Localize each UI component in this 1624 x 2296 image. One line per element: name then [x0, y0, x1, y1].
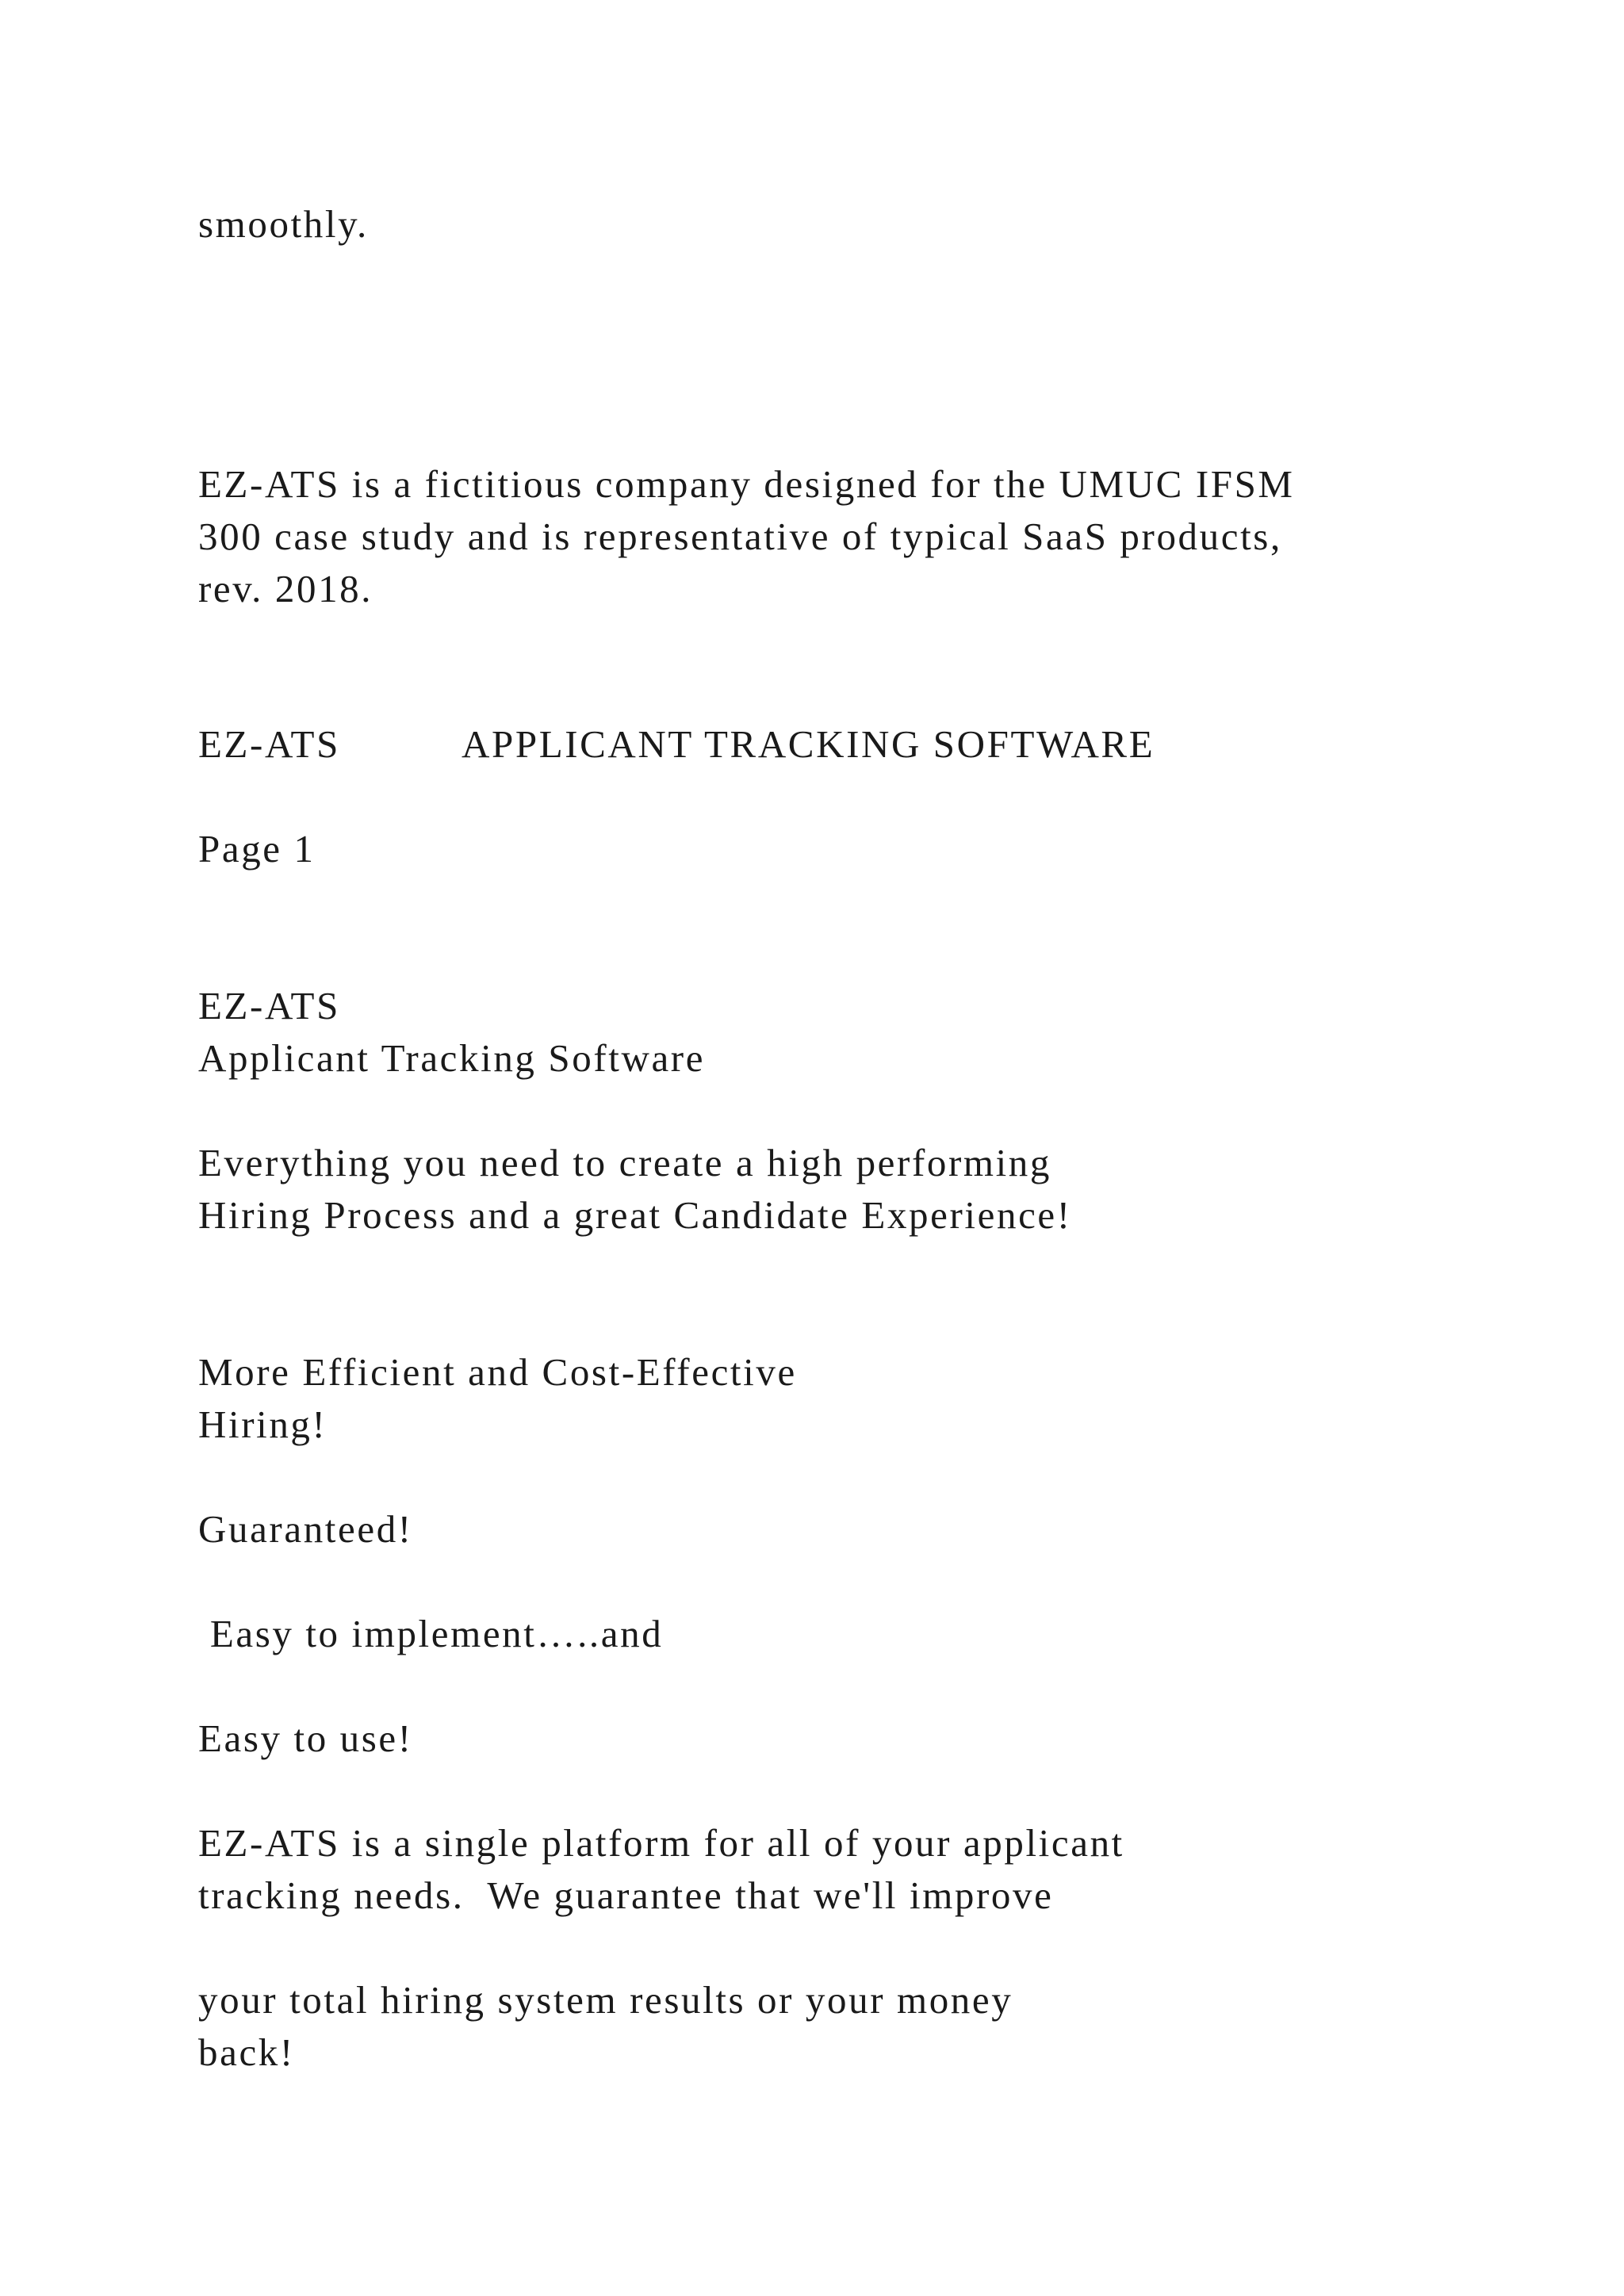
benefit-line-1: More Efficient and Cost-Effective — [198, 1350, 797, 1394]
paragraph-fragment: smoothly. — [198, 202, 369, 246]
page-number: Page 1 — [198, 827, 316, 871]
tagline-line-2: Hiring Process and a great Candidate Experience! — [198, 1193, 1072, 1237]
disclaimer-line-3: rev. 2018. — [198, 567, 373, 610]
product-name: EZ-ATS — [198, 984, 340, 1027]
platform-line-2: tracking needs. We guarantee that we'll improve — [198, 1873, 1054, 1917]
money-back-line-2: back! — [198, 2030, 295, 2074]
header-title: APPLICANT TRACKING SOFTWARE — [462, 722, 1155, 766]
disclaimer-line-2: 300 case study and is representative of typical SaaS products, — [198, 515, 1282, 558]
easy-use-text: Easy to use! — [198, 1716, 413, 1760]
tagline-line-1: Everything you need to create a high performing — [198, 1141, 1052, 1184]
product-subtitle: Applicant Tracking Software — [198, 1036, 706, 1080]
benefit-line-2: Hiring! — [198, 1402, 327, 1446]
guarantee-text: Guaranteed! — [198, 1507, 413, 1551]
money-back-line-1: your total hiring system results or your money — [198, 1978, 1013, 2022]
platform-line-1: EZ-ATS is a single platform for all of your applicant — [198, 1821, 1124, 1865]
easy-implement-text: Easy to implement…..and — [198, 1612, 664, 1655]
header-brand: EZ-ATS — [198, 722, 340, 766]
disclaimer-line-1: EZ-ATS is a fictitious company designed for the UMUC IFSM — [198, 462, 1295, 506]
